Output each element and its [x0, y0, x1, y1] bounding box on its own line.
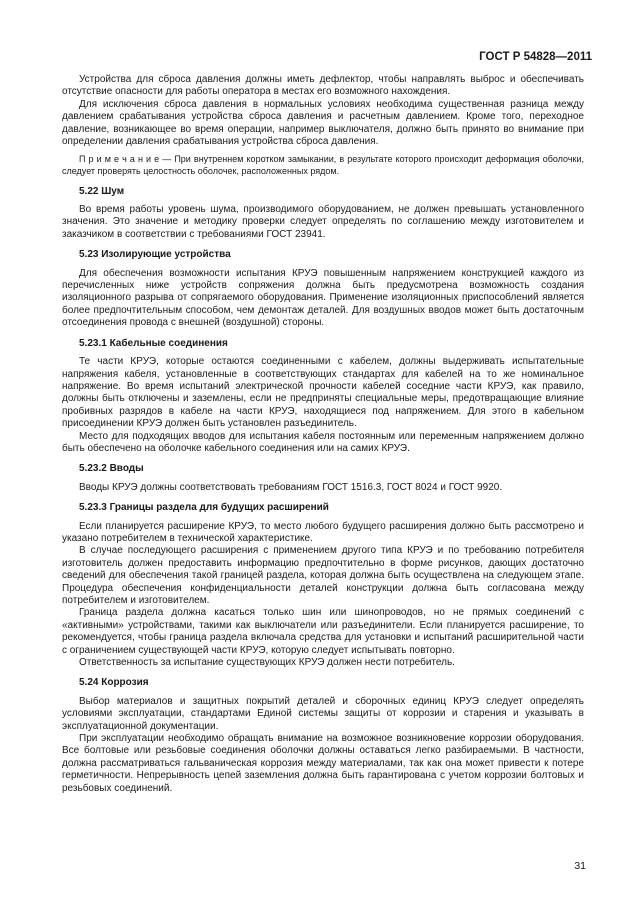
subsection-heading: 5.23.2 Вводы	[79, 463, 144, 475]
paragraph: В случае последующего расширения с применением другого типа КРУЭ и по требованию потребителя изготовитель должен предоставить информацию предпочтительно в форме рисунков, дающих достаточно сведений для обеспечения такой границей раздела, которая должна быть осуществлена на следующем этапе. Процедура обеспечения конфиденциальности деталей конструкции должна быть согласована между потребителем и изготовителем.	[62, 545, 584, 606]
paragraph: При эксплуатации необходимо обращать внимание на возможное возникновение коррозии оборудования. Все болтовые или резьбовые соединения оболочки должны оставаться легко разбираемыми. В частности, должна рассматриваться гальваническая коррозия между материалами, так как она может привести к потере герметичности. Непрерывность цепей заземления должна быть гарантирована с учетом коррозии болтовых и резьбовых соединений.	[62, 733, 584, 794]
paragraph: Для исключения сброса давления в нормальных условиях необходима существенная разница между давлением срабатывания устройства сброса давления и расчетным давлением. Кроме того, переходное давление, возникающее во время операции, например выключателя, должно быть принято во внимание при определении давления срабатывания устройства сброса давления.	[62, 98, 584, 148]
standard-number: ГОСТ Р 54828—2011	[479, 51, 592, 63]
paragraph: Вводы КРУЭ должны соответствовать требованиям ГОСТ 1516.3, ГОСТ 8024 и ГОСТ 9920.	[79, 481, 503, 493]
paragraph: Для обеспечения возможности испытания КРУЭ повышенным напряжением конструкцией каждого из перечисленных ниже устройств сопряжения должна быть предусмотрена возможность создания изоляционного разрыва от сопрягаемого оборудования. Применение изоляционных приспособлений является более предпочтительным способом, чем демонтаж деталей. Для воздушных вводов может быть достаточным отсоединения провода с внешней (воздушной) стороны.	[62, 267, 584, 329]
paragraph: Место для подходящих вводов для испытания кабеля постоянным или переменным напряжением должно быть обеспечено на оболочке кабельного соединения или на самих КРУЭ.	[62, 430, 584, 454]
paragraph: Если планируется расширение КРУЭ, то место любого будущего расширения должно быть рассмотрено и указано потребителем в технической характеристике.	[62, 520, 584, 544]
section-heading: 5.22 Шум	[79, 185, 125, 197]
document-body	[62, 74, 584, 795]
paragraph: Ответственность за испытание существующих КРУЭ должен нести потребитель.	[79, 657, 455, 669]
note: П р и м е ч а н и е — При внутреннем коротком замыкании, в результате которого происходит деформация оболочки, следует проверять целостность оболочек, расположенных рядом.	[62, 154, 584, 177]
section-heading: 5.24 Коррозия	[79, 677, 149, 689]
subsection-heading: 5.23.3 Границы раздела для будущих расширений	[79, 502, 329, 514]
paragraph: Во время работы уровень шума, производимого оборудованием, не должен превышать установленного значения. Это значение и методику проверки следует определять по соглашению между изготовителем и заказчиком в соответствии с требованиями ГОСТ 23941.	[62, 204, 584, 240]
section-heading: 5.23 Изолирующие устройства	[79, 249, 231, 261]
subsection-heading: 5.23.1 Кабельные соединения	[79, 337, 228, 349]
page-number: 31	[574, 860, 586, 872]
paragraph: Выбор материалов и защитных покрытий деталей и сборочных единиц КРУЭ следует определять условиями эксплуатации, стандартами Единой системы защиты от коррозии и старения и указывать в эксплуатационной документации.	[62, 695, 584, 732]
paragraph: Устройства для сброса давления должны иметь дефлектор, чтобы направлять выброс и обеспечивать отсутствие опасности для работы оператора в местах его возможного нахождения.	[62, 74, 584, 98]
paragraph: Те части КРУЭ, которые остаются соединенными с кабелем, должны выдерживать испытательные напряжения кабеля, установленные в соответствующих стандартах для кабелей на то же номинальное напряжение. Во время испытаний электрической прочности кабелей соседние части КРУЭ, как правило, должны быть отключены и заземлены, если не предприняты специальные меры, предотвращающие влияние пробивных разрядов в кабеле на части КРУЭ, находящиеся под напряжением. Для этого в кабельном присоединении КРУЭ должен быть установлен разъединитель.	[62, 356, 584, 430]
paragraph: Граница раздела должна касаться только шин или шинопроводов, но не прямых соединений с «активными» устройствами, такими как выключатели или разъединители. Если планируется расширение, то рекомендуется, чтобы граница раздела включала средства для установки и испытаний расширительной части с ограничением существующей части КРУЭ, которую следует испытывать повторно.	[62, 607, 584, 656]
